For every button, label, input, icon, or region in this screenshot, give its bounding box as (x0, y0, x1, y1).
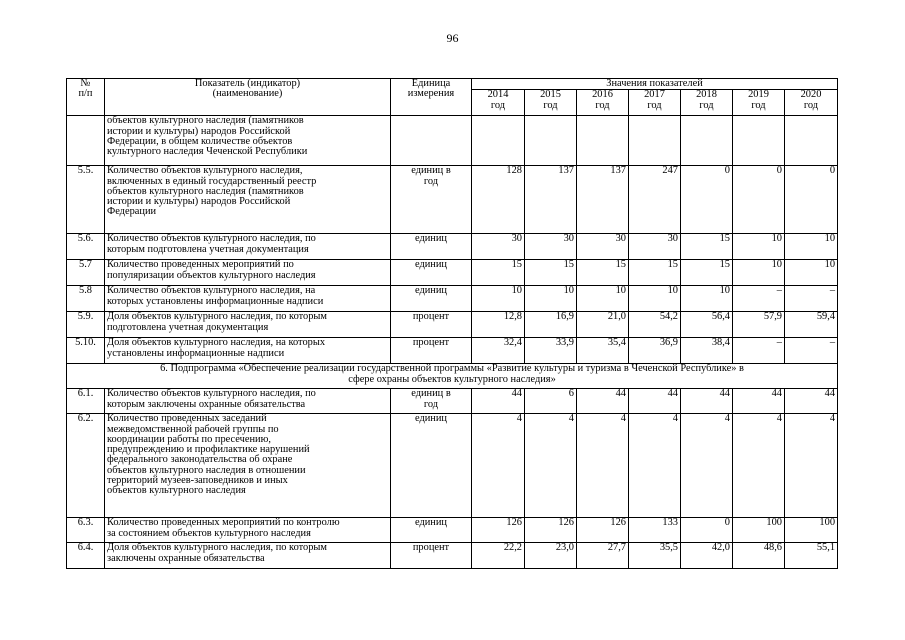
table-row (67, 543, 838, 569)
unit-line: единиц в (411, 388, 451, 400)
value-cell: 30 (525, 234, 577, 260)
indicator-line: Количество объектов культурного наследия, на (107, 285, 316, 297)
value-cell: 10 (472, 286, 525, 312)
value-cell: 4 (525, 414, 577, 518)
indicator-line: Количество объектов культурного наследия, (107, 165, 303, 177)
header-values: Значения показателей (472, 79, 838, 90)
year-label: 2016 (592, 89, 613, 101)
value-cell: 126 (525, 518, 577, 543)
indicator-name (105, 518, 391, 543)
unit-line: единиц (414, 233, 447, 245)
table-row (67, 414, 838, 518)
unit-of-measure (391, 166, 472, 234)
indicator-line: культурного наследия Чеченской Республики (107, 146, 308, 158)
value-cell: 15 (681, 234, 733, 260)
section-heading-line: 6. Подпрограмма «Обеспечение реализации государственной программы «Развитие культуры и туризма в Чеченской Республике» в (160, 363, 744, 375)
page-number: 96 (446, 31, 459, 45)
value-cell: 44 (681, 389, 733, 414)
year-label: 2020 (800, 89, 822, 101)
value-cell: 48,6 (733, 543, 785, 569)
value-cell: 16,9 (525, 312, 577, 338)
indicator-name (105, 312, 391, 338)
unit-of-measure (391, 389, 472, 414)
value-cell: 133 (629, 518, 681, 543)
value-cell: 10 (733, 234, 785, 260)
value-cell: 59,4 (785, 312, 838, 338)
value-cell: 10 (577, 286, 629, 312)
header-year (629, 90, 681, 116)
value-cell: 0 (733, 166, 785, 234)
value-cell: – (785, 338, 838, 364)
row-number: 6.2. (67, 414, 105, 518)
unit-line: процент (412, 311, 450, 323)
value-cell: 35,4 (577, 338, 629, 364)
value-cell: 33,9 (525, 338, 577, 364)
indicator-line: федерального законодательства об охране (107, 454, 293, 466)
value-cell: 137 (577, 166, 629, 234)
unit-line: единиц (414, 285, 447, 297)
indicator-line: объектов культурного наследия (107, 485, 246, 497)
value-cell: 30 (577, 234, 629, 260)
value-cell: 128 (472, 166, 525, 234)
unit-of-measure (391, 543, 472, 569)
value-cell: 38,4 (681, 338, 733, 364)
value-cell (681, 116, 733, 166)
header-unit: Единица измерения (391, 79, 472, 116)
header-indicator: Показатель (индикатор) (наименование) (105, 79, 391, 116)
unit-line: единиц (414, 259, 447, 271)
header-number: № п/п (67, 79, 105, 116)
indicator-line: предупреждению и профилактике нарушений (107, 444, 310, 456)
indicator-line: установлены информационные надписи (107, 347, 285, 359)
table-row (67, 518, 838, 543)
header-year (472, 90, 525, 116)
value-cell: 56,4 (681, 312, 733, 338)
indicator-line: Доля объектов культурного наследия, по которым (107, 542, 327, 554)
indicator-line: Доля объектов культурного наследия, на которых (107, 337, 326, 349)
indicator-line: подготовлена учетная документация (107, 321, 269, 333)
value-cell: 15 (577, 260, 629, 286)
indicator-line: Количество проведенных мероприятий по (107, 259, 294, 271)
indicator-line: межведомственной рабочей группы по (107, 423, 279, 435)
unit-line: процент (412, 337, 450, 349)
value-cell: 57,9 (733, 312, 785, 338)
indicator-line: включенных в единый государственный реестр (107, 175, 317, 187)
year-label: 2018 (696, 89, 717, 101)
value-cell (785, 116, 838, 166)
indicator-line: за состоянием объектов культурного наследия (107, 527, 311, 539)
section-heading-line: сфере охраны объектов культурного наследия» (348, 373, 556, 385)
year-suffix: год (803, 99, 819, 111)
value-cell: 10 (629, 286, 681, 312)
value-cell: 15 (681, 260, 733, 286)
table-row (67, 338, 838, 364)
value-cell: 21,0 (577, 312, 629, 338)
value-cell: 10 (785, 260, 838, 286)
unit-line: единиц в (411, 165, 451, 177)
table-row (67, 286, 838, 312)
value-cell: – (733, 338, 785, 364)
value-cell: 27,7 (577, 543, 629, 569)
value-cell: 4 (472, 414, 525, 518)
year-suffix: год (647, 99, 662, 111)
row-number: 5.6. (67, 234, 105, 260)
section-heading (67, 364, 838, 389)
indicator-line: Количество проведенных заседаний (107, 413, 267, 425)
indicator-name (105, 338, 391, 364)
indicator-line: Количество объектов культурного наследия, по (107, 233, 316, 245)
row-number: 6.3. (67, 518, 105, 543)
value-cell: 44 (629, 389, 681, 414)
value-cell (629, 116, 681, 166)
indicator-name (105, 234, 391, 260)
header-year (577, 90, 629, 116)
value-cell (525, 116, 577, 166)
year-label: 2014 (487, 89, 509, 101)
year-suffix: год (490, 99, 506, 111)
unit-line: год (423, 398, 439, 410)
value-cell: 15 (472, 260, 525, 286)
year-suffix: год (595, 99, 610, 111)
value-cell: – (733, 286, 785, 312)
unit-line: единиц (414, 517, 447, 529)
unit-of-measure (391, 518, 472, 543)
indicator-line: территорий музеев-заповедников и иных (107, 475, 288, 487)
table-row (67, 116, 838, 166)
value-cell: 30 (472, 234, 525, 260)
value-cell: 0 (785, 166, 838, 234)
value-cell: 126 (577, 518, 629, 543)
row-number (67, 116, 105, 166)
indicator-line: Федерации, в общем количестве объектов (107, 135, 293, 147)
value-cell (733, 116, 785, 166)
value-cell: 44 (472, 389, 525, 414)
value-cell: 4 (577, 414, 629, 518)
table-row (67, 389, 838, 414)
value-cell: 0 (681, 518, 733, 543)
table-row (67, 234, 838, 260)
value-cell: 15 (629, 260, 681, 286)
year-label: 2019 (748, 89, 769, 101)
row-number: 5.7 (67, 260, 105, 286)
value-cell: 4 (733, 414, 785, 518)
indicator-line: истории и культуры) народов Российской (107, 196, 291, 208)
indicator-line: Количество проведенных мероприятий по контролю (107, 517, 340, 529)
value-cell: 36,9 (629, 338, 681, 364)
indicators-table (66, 78, 838, 569)
indicator-name (105, 260, 391, 286)
header-year (681, 90, 733, 116)
value-cell: 55,1 (785, 543, 838, 569)
value-cell: 23,0 (525, 543, 577, 569)
indicator-line: Доля объектов культурного наследия, по которым (107, 311, 327, 323)
value-cell: 44 (785, 389, 838, 414)
value-cell: 247 (629, 166, 681, 234)
indicator-line: которым подготовлена учетная документация (107, 243, 309, 255)
table-row (67, 260, 838, 286)
unit-of-measure (391, 286, 472, 312)
year-suffix: год (699, 99, 714, 111)
indicator-name (105, 166, 391, 234)
indicator-line: заключены охранные обязательства (107, 552, 265, 564)
header-year (525, 90, 577, 116)
value-cell: 0 (681, 166, 733, 234)
unit-of-measure (391, 260, 472, 286)
year-label: 2015 (540, 89, 561, 101)
row-number: 5.9. (67, 312, 105, 338)
indicator-name (105, 116, 391, 166)
value-cell: 100 (785, 518, 838, 543)
value-cell: 10 (785, 234, 838, 260)
value-cell: 42,0 (681, 543, 733, 569)
unit-of-measure (391, 234, 472, 260)
year-label: 2017 (644, 89, 665, 101)
row-number: 6.1. (67, 389, 105, 414)
indicator-line: объектов культурного наследия в отношении (107, 464, 306, 476)
unit-of-measure (391, 338, 472, 364)
unit-line: единиц (414, 413, 447, 425)
value-cell: 44 (577, 389, 629, 414)
value-cell: – (785, 286, 838, 312)
value-cell: 4 (785, 414, 838, 518)
value-cell: 10 (733, 260, 785, 286)
value-cell: 44 (733, 389, 785, 414)
table-row (67, 312, 838, 338)
indicator-line: которых установлены информационные надписи (107, 295, 324, 307)
indicator-line: Количество объектов культурного наследия, по (107, 388, 316, 400)
value-cell: 4 (681, 414, 733, 518)
value-cell (577, 116, 629, 166)
value-cell: 12,8 (472, 312, 525, 338)
value-cell: 32,4 (472, 338, 525, 364)
row-number: 5.5. (67, 166, 105, 234)
row-number: 6.4. (67, 543, 105, 569)
unit-line: процент (412, 542, 450, 554)
header-year (785, 90, 838, 116)
indicator-line: которым заключены охранные обязательства (107, 398, 306, 410)
unit-of-measure (391, 116, 472, 166)
indicator-name (105, 286, 391, 312)
indicator-line: объектов культурного наследия (памятников (107, 185, 304, 197)
value-cell: 100 (733, 518, 785, 543)
unit-of-measure (391, 312, 472, 338)
indicator-name (105, 389, 391, 414)
row-number: 5.8 (67, 286, 105, 312)
indicator-line: Федерации (107, 206, 157, 218)
indicator-name (105, 543, 391, 569)
unit-of-measure (391, 414, 472, 518)
section-row (67, 364, 838, 389)
table-row (67, 166, 838, 234)
value-cell: 54,2 (629, 312, 681, 338)
year-suffix: год (543, 99, 558, 111)
value-cell: 137 (525, 166, 577, 234)
indicator-name (105, 414, 391, 518)
unit-line: год (423, 175, 439, 187)
year-suffix: год (751, 99, 766, 111)
indicator-line: координации работы по пресечению, (107, 433, 271, 445)
value-cell: 4 (629, 414, 681, 518)
header-year (733, 90, 785, 116)
value-cell: 35,5 (629, 543, 681, 569)
row-number: 5.10. (67, 338, 105, 364)
indicator-line: истории и культуры) народов Российской (107, 125, 291, 137)
indicator-line: популяризации объектов культурного наследия (107, 269, 316, 281)
value-cell: 30 (629, 234, 681, 260)
value-cell: 15 (525, 260, 577, 286)
value-cell: 10 (681, 286, 733, 312)
value-cell: 6 (525, 389, 577, 414)
value-cell: 126 (472, 518, 525, 543)
value-cell: 10 (525, 286, 577, 312)
value-cell (472, 116, 525, 166)
indicator-line: объектов культурного наследия (памятников (107, 115, 304, 127)
value-cell: 22,2 (472, 543, 525, 569)
